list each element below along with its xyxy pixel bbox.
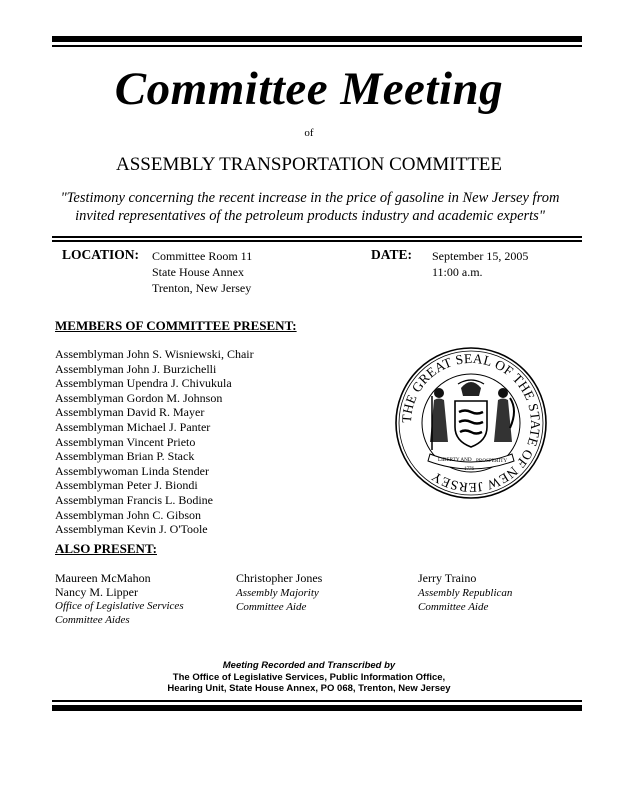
members-heading: MEMBERS OF COMMITTEE PRESENT: <box>55 318 297 333</box>
also-present-heading: ALSO PRESENT: <box>55 541 157 556</box>
member-item: Assemblyman David R. Mayer <box>55 405 205 420</box>
attendee-name: Nancy M. Lipper <box>55 585 138 599</box>
ceres-figure-icon <box>494 388 514 442</box>
transcription-credit <box>0 660 618 695</box>
location-line: Trenton, New Jersey <box>152 281 252 295</box>
date-line: September 15, 2005 <box>432 249 529 263</box>
member-item: Assemblyman Vincent Prieto <box>55 434 196 449</box>
attendee-name: Christopher Jones <box>236 571 323 585</box>
date-line: 11:00 a.m. <box>432 265 483 279</box>
mid-rule-2 <box>52 240 582 242</box>
seal-ring-text: THE GREAT SEAL OF THE STATE OF NEW JERSEY <box>398 350 544 496</box>
also-present-col-2 <box>236 571 322 614</box>
seal-banner-left: LIBERTY AND <box>438 457 472 463</box>
attendee-role: Office of Legislative Services <box>55 600 184 612</box>
liberty-figure-icon <box>430 388 448 450</box>
credit-line-2: The Office of Legislative Services, Public Information Office, <box>172 671 446 683</box>
members-list <box>55 347 254 537</box>
member-item: Assemblyman Michael J. Panter <box>55 419 211 434</box>
committee-name: ASSEMBLY TRANSPORTATION COMMITTEE <box>115 154 503 175</box>
member-item: Assemblyman Peter J. Biondi <box>55 478 198 493</box>
shield-icon <box>455 401 487 447</box>
also-present-col-3 <box>418 571 512 614</box>
member-item: Assemblyman John J. Burzichelli <box>55 361 217 376</box>
of-text: of <box>304 127 314 139</box>
top-rule-thick <box>52 36 582 42</box>
member-item: Assemblyman John C. Gibson <box>55 507 202 522</box>
attendee-role: Assembly Republican <box>418 587 513 599</box>
credit-line-1: Meeting Recorded and Transcribed by <box>222 660 396 671</box>
attendee-role: Assembly Majority <box>236 587 319 599</box>
member-item: Assemblyman Upendra J. Chivukula <box>55 376 232 391</box>
attendee-name: Maureen McMahon <box>55 571 151 585</box>
seal-banner-right: PROSPERITY <box>476 458 508 464</box>
attendee-role: Committee Aide <box>418 601 489 613</box>
state-seal <box>394 346 548 500</box>
member-item: Assemblyman Francis L. Bodine <box>55 492 213 507</box>
location-line: Committee Room 11 <box>152 249 253 263</box>
attendee-role: Committee Aide <box>236 601 307 613</box>
mid-rule-1 <box>52 236 582 238</box>
member-item: Assemblywoman Linda Stender <box>55 463 209 478</box>
subject-line-2: invited representatives of the petroleum products industry and academic experts" <box>75 208 545 224</box>
date-value <box>432 248 528 280</box>
member-item: Assemblyman Brian P. Stack <box>55 449 195 464</box>
meeting-subject <box>60 189 560 225</box>
attendee-name: Jerry Traino <box>418 571 477 585</box>
member-item: Assemblyman John S. Wisniewski, Chair <box>55 347 254 361</box>
also-present-col-1 <box>55 571 184 627</box>
location-value <box>152 248 252 296</box>
member-item: Assemblyman Gordon M. Johnson <box>55 390 223 405</box>
page-title: Committee Meeting <box>114 63 504 115</box>
location-line: State House Annex <box>152 265 244 279</box>
subject-line-1: "Testimony concerning the recent increase in the price of gasoline in New Jersey from <box>60 190 560 206</box>
top-rule-thin <box>52 45 582 47</box>
bottom-rule-thick <box>52 705 582 711</box>
attendee-role: Committee Aides <box>55 614 130 626</box>
date-label: DATE: <box>371 247 413 262</box>
location-label: LOCATION: <box>62 247 140 262</box>
credit-line-3: Hearing Unit, State House Annex, PO 068, Trenton, New Jersey <box>167 683 451 694</box>
seal-year: 1776 <box>464 467 474 472</box>
helmet-icon <box>458 380 484 396</box>
member-item: Assemblyman Kevin J. O'Toole <box>55 522 208 537</box>
bottom-rule-thin <box>52 700 582 702</box>
